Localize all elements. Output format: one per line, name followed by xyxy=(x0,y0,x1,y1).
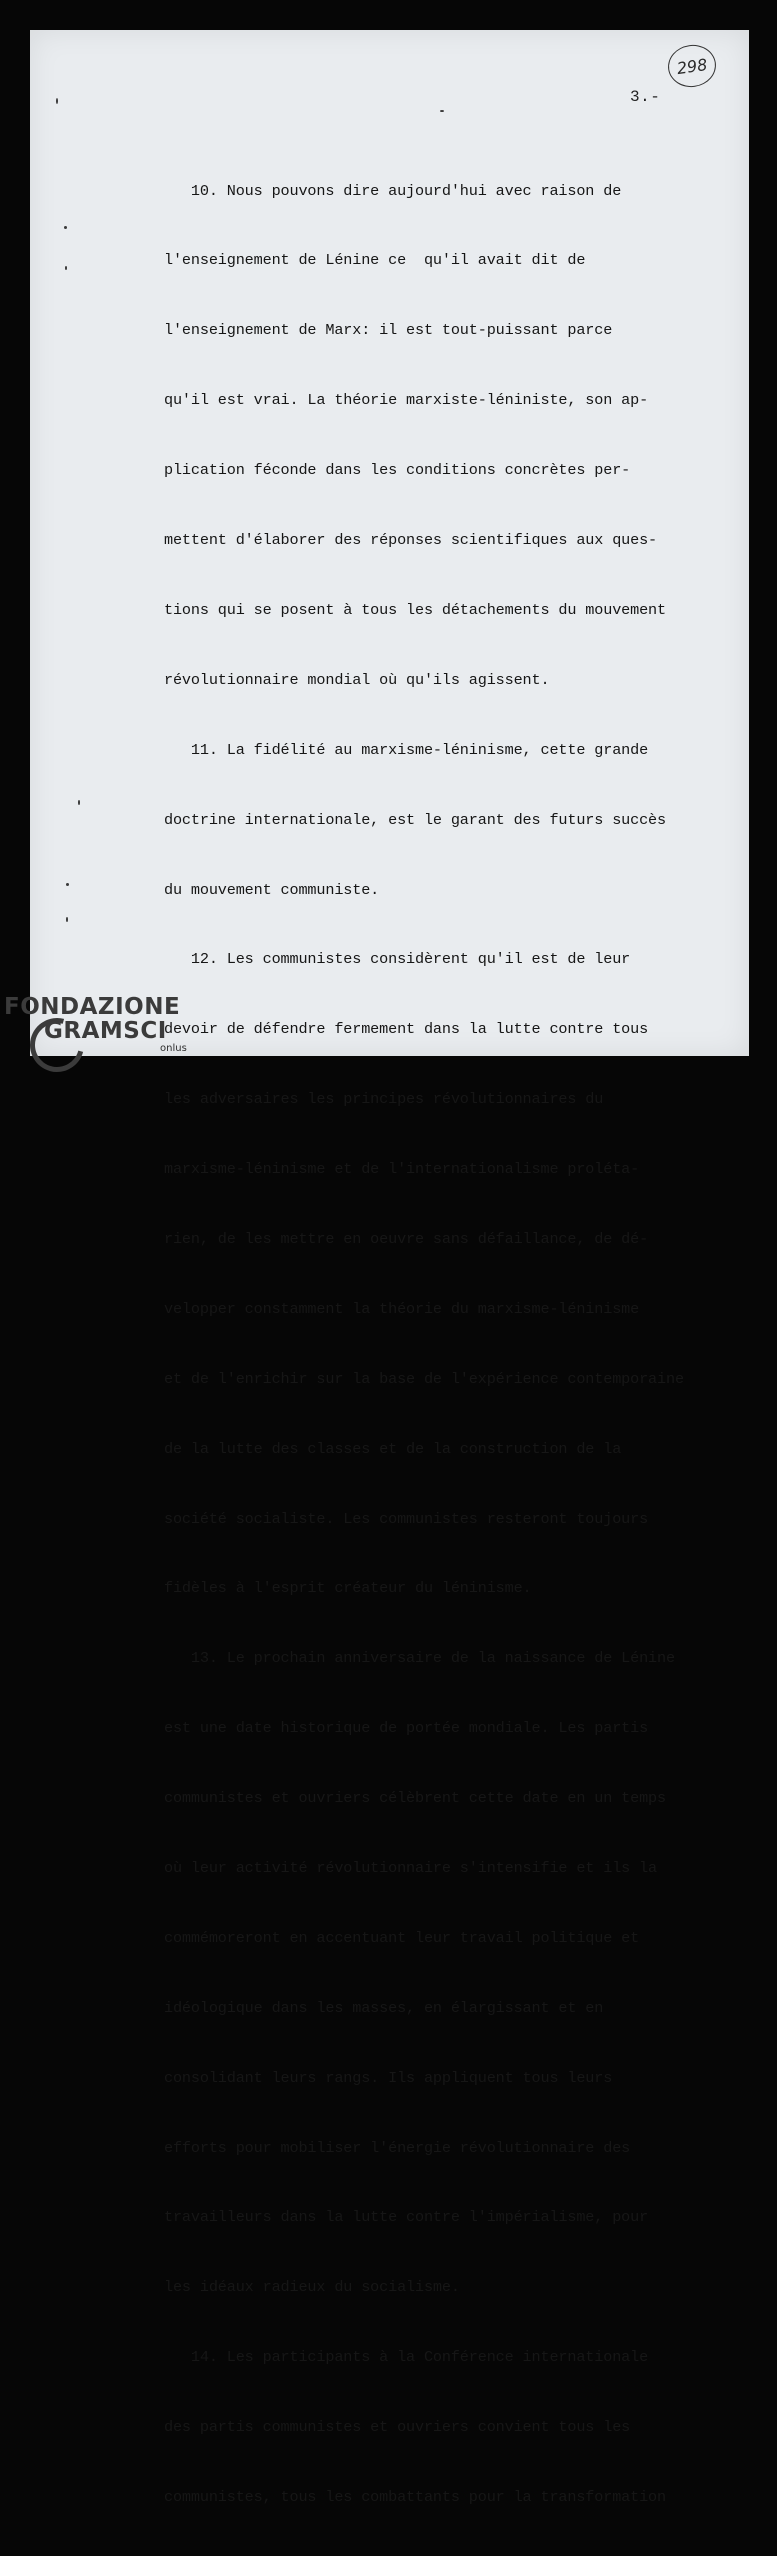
text-line: fidèles à l'esprit créateur du léninisme. xyxy=(164,1579,532,1598)
archive-stamp xyxy=(665,42,718,90)
text-line: l'enseignement de Marx: il est tout-puissant parce xyxy=(164,321,613,340)
text-line: les idéaux radieux du socialisme. xyxy=(164,2278,460,2297)
text-line: 11. La fidélité au marxisme-léninisme, cette grande xyxy=(164,740,649,759)
text-line: tions qui se posent à tous les détachements du mouvement xyxy=(164,600,666,619)
text-line: consolidant leurs rangs. Ils appliquent tous leurs xyxy=(164,2068,613,2087)
text-line: doctrine internationale, est le garant des futurs succès xyxy=(164,810,666,829)
text-line: est une date historique de portée mondiale. Les partis xyxy=(164,1719,649,1738)
paper-speck xyxy=(66,917,68,922)
text-line: l'enseignement de Lénine ce qu'il avait dit de xyxy=(164,251,586,270)
text-line: travailleurs dans la lutte contre l'impérialisme, pour xyxy=(164,2208,649,2227)
text-line: du mouvement communiste. xyxy=(164,880,380,899)
text-line: mettent d'élaborer des réponses scientifiques aux ques- xyxy=(164,531,658,550)
page-number: 3.- xyxy=(630,88,661,106)
document-page xyxy=(30,30,749,2506)
text-line: où leur activité révolutionnaire s'intensifie et ils la xyxy=(164,1858,658,1877)
paper-speck xyxy=(64,226,67,229)
text-line: révolutionnaire mondial où qu'ils agissent. xyxy=(164,670,550,689)
watermark-line-2: GRAMSCI xyxy=(44,1018,167,1044)
paper-speck xyxy=(78,800,80,805)
text-line: 12. Les communistes considèrent qu'il est de leur xyxy=(164,950,631,969)
watermark-line-1: FONDAZIONE xyxy=(4,994,181,1020)
archive-number: 298 xyxy=(675,54,709,78)
text-line: 10. Nous pouvons dire aujourd'hui avec raison de xyxy=(164,181,622,200)
text-line: de la lutte des classes et de la construction de la xyxy=(164,1439,622,1458)
watermark-line-3: onlus xyxy=(160,1043,187,1054)
text-line: efforts pour mobiliser l'énergie révolutionnaire des xyxy=(164,2138,631,2157)
text-line: communistes et ouvriers célèbrent cette date en un temps xyxy=(164,1789,666,1808)
text-line: devoir de défendre fermement dans la lutte contre tous xyxy=(164,1020,649,1039)
text-line: commémoreront en accentuant leur travail politique et xyxy=(164,1928,640,1947)
text-line: et de l'enrichir sur la base de l'expérience contemporaine xyxy=(164,1369,684,1388)
text-line: marxisme-léninisme et de l'internationalisme prolétа- xyxy=(164,1160,640,1179)
text-line: plication féconde dans les conditions concrètes per- xyxy=(164,461,631,480)
paper-speck xyxy=(65,266,67,270)
paper-speck xyxy=(56,98,58,104)
text-line: velopper constamment la théorie du marxisme-léninisme xyxy=(164,1299,640,1318)
watermark-logo xyxy=(4,996,187,1054)
text-line: 13. Le prochain anniversaire de la naissance de Lénine xyxy=(164,1649,675,1668)
text-line: idéologique dans les masses, en élargissant et en xyxy=(164,1998,604,2017)
text-line: les adversaires les principes révolutionnaires du xyxy=(164,1090,604,1109)
text-line: société socialiste. Les communistes resteront toujours xyxy=(164,1509,649,1528)
typed-text-body xyxy=(164,133,724,2556)
paper-speck xyxy=(66,883,69,886)
text-line: rien, de les mettre en oeuvre sans défaillance, de dé- xyxy=(164,1229,649,1248)
text-line: communistes, tous les combattants pour la transformation xyxy=(164,2487,666,2506)
paper-speck xyxy=(440,110,444,112)
text-line: des partis communistes et ouvriers convient tous les xyxy=(164,2418,631,2437)
text-line: qu'il est vrai. La théorie marxiste-léniniste, son ap- xyxy=(164,391,649,410)
text-line: 14. Les participants à la Conférence internationale xyxy=(164,2348,649,2367)
